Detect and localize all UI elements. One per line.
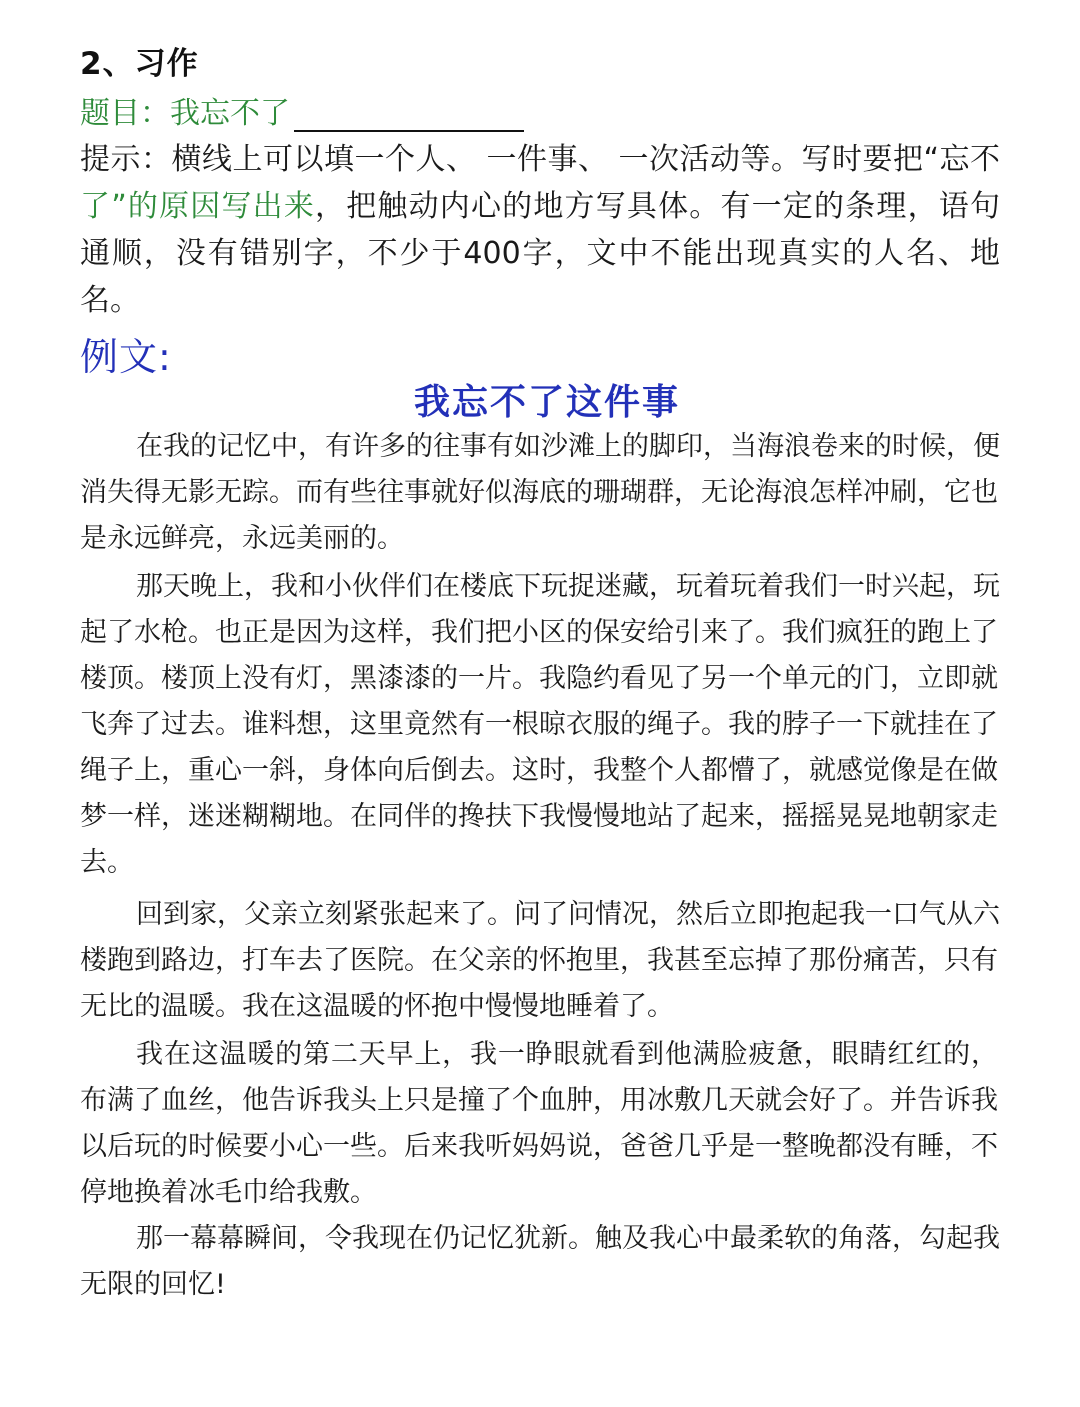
paragraph-line: 是永远鲜亮，永远美丽的。 (80, 523, 404, 554)
paragraph-line: 无限的回忆! (80, 1269, 226, 1300)
paragraph-line: 飞奔了过去。谁料想，这里竟然有一根晾衣服的绳子。我的脖子一下就挂在了 (80, 709, 998, 740)
topic-blank-underline (294, 96, 524, 132)
paragraph-line: 布满了血丝，他告诉我头上只是撞了个血肿，用冰敷几天就会好了。并告诉我 (80, 1085, 998, 1116)
essay-paragraph-2 (80, 564, 998, 886)
hint-line-2-rest: ，把触动内心的地方写具体。有一定的条理，语句 (315, 189, 1000, 224)
paragraph-line: 在我的记忆中，有许多的往事有如沙滩上的脚印，当海浪卷来的时候，便 (136, 431, 1000, 462)
paragraph-line: 无比的温暖。我在这温暖的怀抱中慢慢地睡着了。 (80, 991, 674, 1022)
hint-line-1: 提示：横线上可以填一个人、 一件事、 一次活动等。写时要把“忘不 (80, 142, 1000, 177)
hint-highlight: 了”的原因写出来 (80, 189, 316, 224)
essay-paragraph-3 (80, 892, 998, 1030)
paragraph-line: 回到家，父亲立刻紧张起来了。问了问情况，然后立即抱起我一口气从六 (136, 899, 1000, 930)
paragraph-line: 起了水枪。也正是因为这样，我们把小区的保安给引来了。我们疯狂的跑上了 (80, 617, 998, 648)
hint-block (80, 136, 1000, 324)
paragraph-line: 停地换着冰毛巾给我敷。 (80, 1177, 377, 1208)
paragraph-line: 梦一样，迷迷糊糊地。在同伴的搀扶下我慢慢地站了起来，摇摇晃晃地朝家走 (80, 801, 998, 832)
essay-paragraph-4 (80, 1032, 998, 1216)
topic-label: 题目：我忘不了 (80, 96, 290, 131)
essay-paragraph-5 (80, 1216, 998, 1308)
essay-title: 我忘不了这件事 (413, 382, 680, 423)
paragraph-line: 去。 (80, 847, 134, 878)
paragraph-line: 楼顶。楼顶上没有灯，黑漆漆的一片。我隐约看见了另一个单元的门，立即就 (80, 663, 998, 694)
hint-line-2 (80, 183, 1000, 230)
section-heading: 2、习作 (80, 46, 199, 82)
example-heading: 例文: (80, 335, 172, 379)
topic-line (80, 88, 524, 132)
paragraph-line: 以后玩的时候要小心一些。后来我听妈妈说，爸爸几乎是一整晚都没有睡，不 (80, 1131, 998, 1162)
hint-line-3: 通顺，没有错别字，不少于400字，文中不能出现真实的人名、地 (80, 236, 1000, 271)
paragraph-line: 消失得无影无踪。而有些往事就好似海底的珊瑚群，无论海浪怎样冲刷，它也 (80, 477, 998, 508)
hint-line-4: 名。 (80, 283, 140, 318)
paragraph-line: 绳子上，重心一斜，身体向后倒去。这时，我整个人都懵了，就感觉像是在做 (80, 755, 998, 786)
paragraph-line: 那一幕幕瞬间，令我现在仍记忆犹新。触及我心中最柔软的角落，勾起我 (136, 1223, 1000, 1254)
paragraph-line: 我在这温暖的第二天早上，我一睁眼就看到他满脸疲惫，眼睛红红的， (136, 1039, 998, 1070)
essay-paragraph-1 (80, 424, 998, 562)
paragraph-line: 楼跑到路边，打车去了医院。在父亲的怀抱里，我甚至忘掉了那份痛苦，只有 (80, 945, 998, 976)
paragraph-line: 那天晚上，我和小伙伴们在楼底下玩捉迷藏，玩着玩着我们一时兴起，玩 (136, 571, 1000, 602)
